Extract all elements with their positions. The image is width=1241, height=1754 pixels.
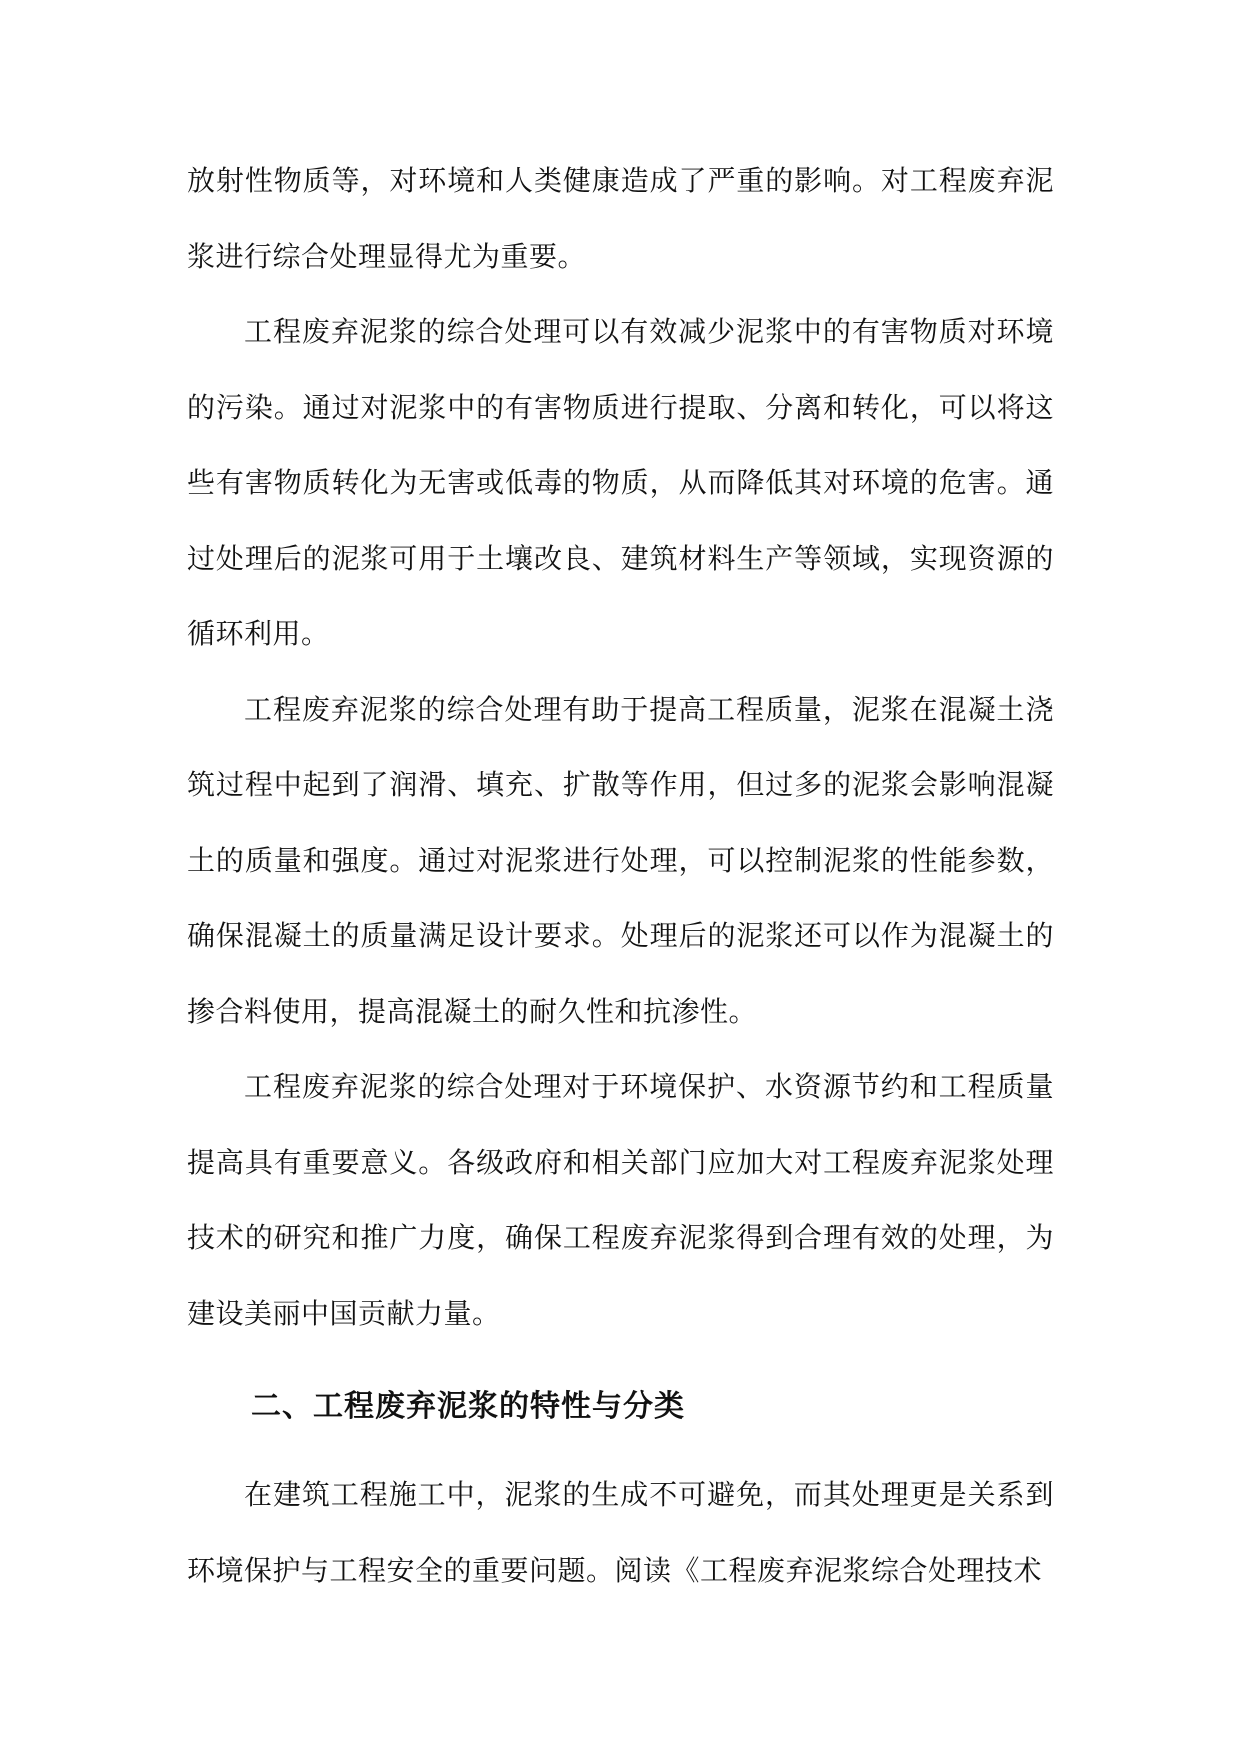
section-heading: 二、工程废弃泥浆的特性与分类 [251,1389,685,1424]
paragraph-significance: 工程废弃泥浆的综合处理对于环境保护、水资源节约和工程质量提高具有重要意义。各级政府和相关部门应加大对工程废弃泥浆处理技术的研究和推广力度，确保工程废弃泥浆得到合理有效的处理，为建设美丽中国贡献力量。 [187,1070,1054,1330]
paragraph-continued: 放射性物质等，对环境和人类健康造成了严重的影响。对工程废弃泥浆进行综合处理显得尤为重要。 [187,164,1054,273]
paragraph-section-intro: 在建筑工程施工中，泥浆的生成不可避免，而其处理更是关系到环境保护与工程安全的重要问题。阅读《工程废弃泥浆综合处理技术 [187,1478,1054,1587]
paragraph-environmental-benefit: 工程废弃泥浆的综合处理可以有效减少泥浆中的有害物质对环境的污染。通过对泥浆中的有害物质进行提取、分离和转化，可以将这些有害物质转化为无害或低毒的物质，从而降低其对环境的危害。通过处理后的泥浆可用于土壤改良、建筑材料生产等领域，实现资源的循环利用。 [187,315,1054,650]
paragraph-quality-benefit: 工程废弃泥浆的综合处理有助于提高工程质量，泥浆在混凝土浇筑过程中起到了润滑、填充、扩散等作用，但过多的泥浆会影响混凝土的质量和强度。通过对泥浆进行处理，可以控制泥浆的性能参数，确保混凝土的质量满足设计要求。处理后的泥浆还可以作为混凝土的掺合料使用，提高混凝土的耐久性和抗渗性。 [187,692,1054,1028]
document-body [187,143,1054,1608]
